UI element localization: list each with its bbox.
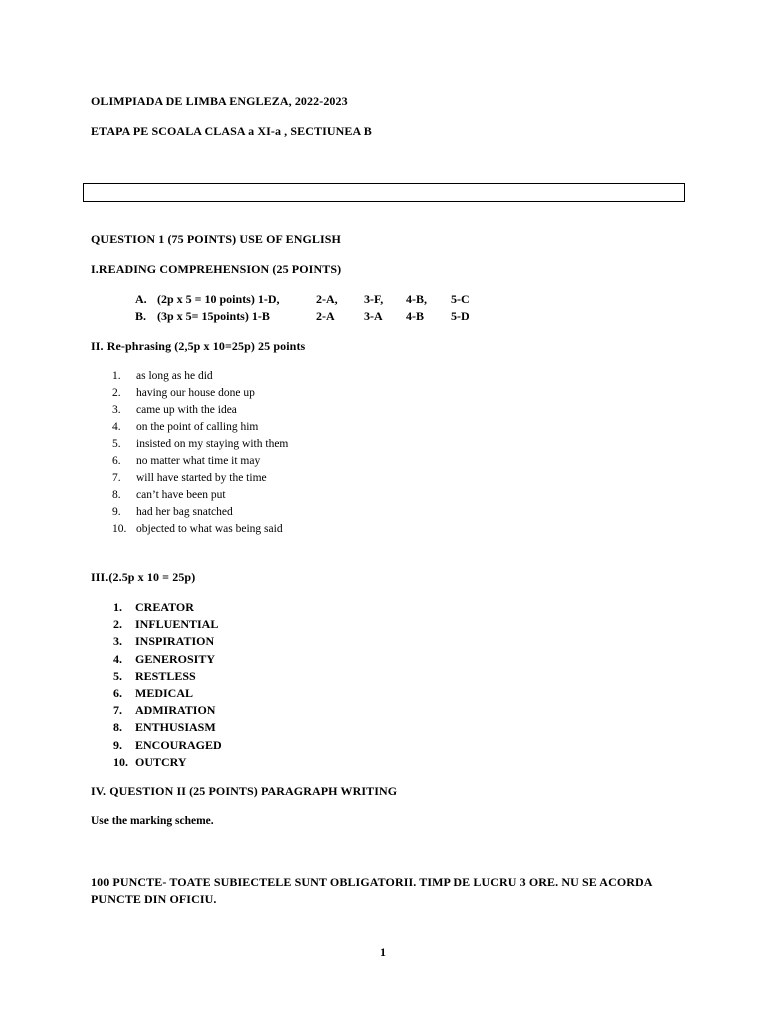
answer-5: 5-D: [451, 309, 470, 323]
page-number: 1: [380, 945, 386, 959]
row-label: A.: [135, 292, 147, 306]
footer-line-1: 100 PUNCTE- TOATE SUBIECTELE SUNT OBLIGATORII. TIMP DE LUCRU 3 ORE. NU SE ACORDA: [91, 875, 653, 889]
answer-5: 5-C: [451, 292, 470, 306]
answer-4: 4-B,: [406, 292, 427, 306]
question1-heading: QUESTION 1 (75 POINTS) USE OF ENGLISH: [91, 232, 341, 246]
question2-heading: IV. QUESTION II (25 POINTS) PARAGRAPH WRITING: [91, 784, 398, 798]
answer-2: 2-A,: [316, 292, 338, 306]
answer-4: 4-B: [406, 309, 424, 323]
document-title: OLIMPIADA DE LIMBA ENGLEZA, 2022-2023: [91, 94, 348, 108]
wordformation-heading: III.(2.5p x 10 = 25p): [91, 570, 196, 584]
footer-line-2: PUNCTE DIN OFICIU.: [91, 892, 217, 906]
row-scheme: (2p x 5 = 10 points) 1-D,: [157, 292, 280, 306]
reading-heading: I.READING COMPREHENSION (25 POINTS): [91, 262, 342, 276]
answer-3: 3-F,: [364, 292, 384, 306]
marking-note: Use the marking scheme.: [91, 815, 214, 827]
empty-box: [83, 183, 685, 202]
reading-row-b: [0, 309, 768, 325]
answer-3: 3-A: [364, 309, 383, 323]
row-scheme: (3p x 5= 15points) 1-B: [157, 309, 270, 323]
answer-2: 2-A: [316, 309, 335, 323]
row-label: B.: [135, 309, 147, 323]
document-subtitle: ETAPA PE SCOALA CLASA a XI-a , SECTIUNEA B: [91, 124, 372, 138]
reading-row-a: [0, 292, 768, 308]
rephrasing-heading: II. Re-phrasing (2,5p x 10=25p) 25 points: [91, 339, 306, 353]
